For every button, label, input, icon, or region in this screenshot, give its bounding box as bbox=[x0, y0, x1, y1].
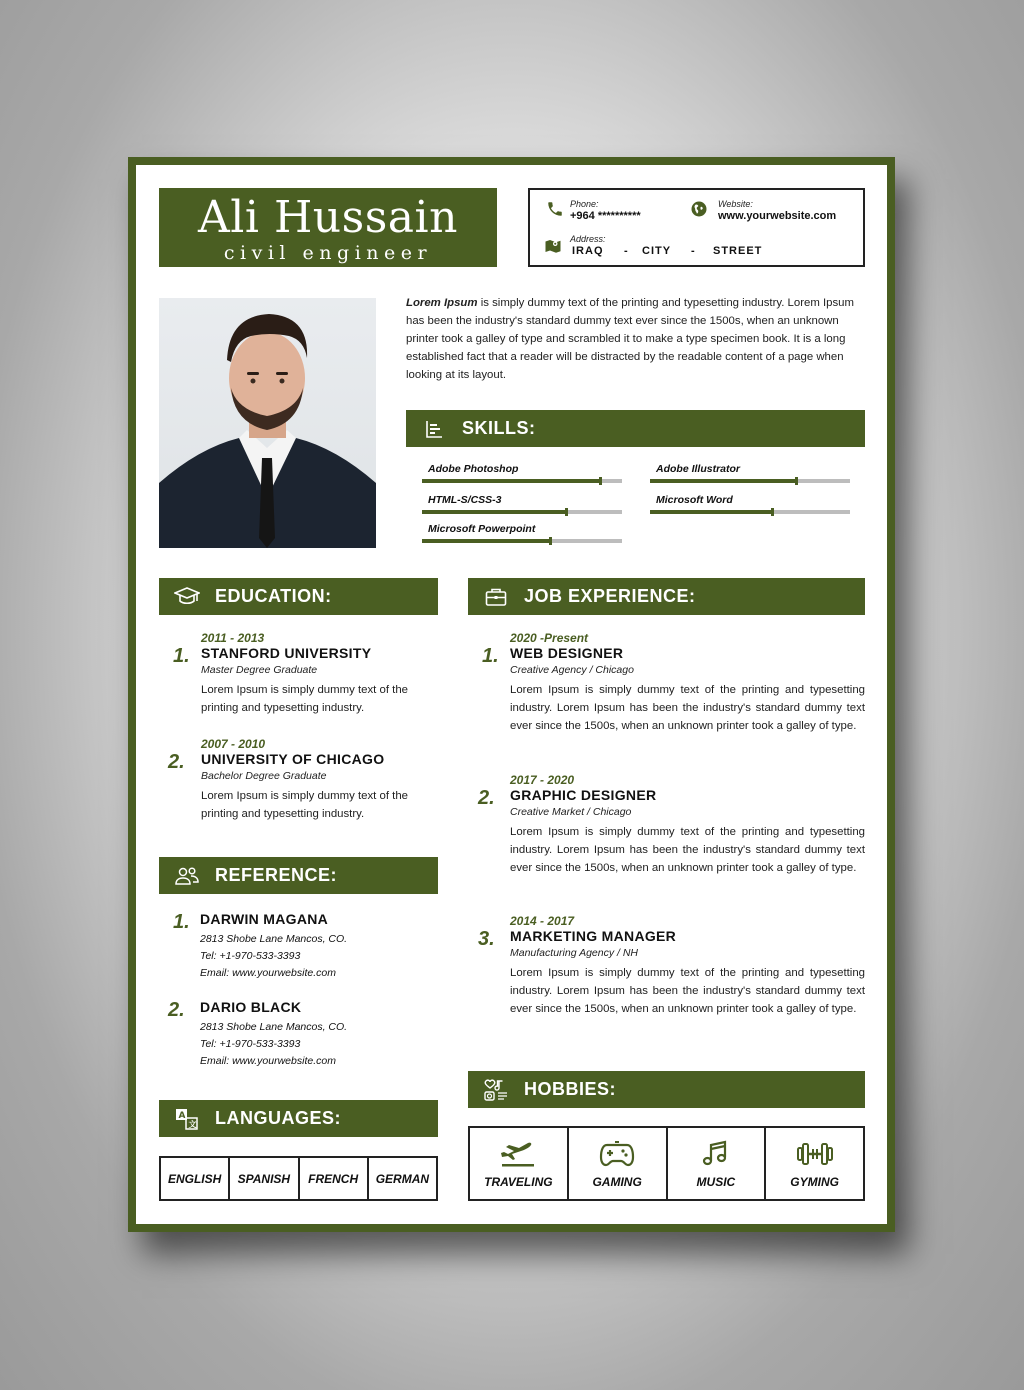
item-description: Lorem Ipsum is simply dummy text of the printing and typesetting industry. Lorem Ipsum has been the industry's standard dummy text ever since the 1500s, when an unknown printer took a galley of type. bbox=[510, 684, 865, 732]
contact-box bbox=[528, 188, 865, 267]
hobby-cell bbox=[668, 1128, 767, 1199]
item-period: 2020 -Present bbox=[510, 631, 589, 645]
hobby-label: TRAVELING bbox=[484, 1174, 553, 1189]
hobby-cell bbox=[766, 1128, 863, 1199]
hobbies-title: HOBBIES: bbox=[524, 1079, 617, 1099]
graduation-cap-icon bbox=[173, 586, 201, 608]
skill-fill bbox=[422, 479, 600, 483]
education-header bbox=[159, 578, 438, 615]
globe-icon bbox=[690, 200, 708, 218]
resume-page bbox=[136, 165, 887, 1224]
language-cell: FRENCH bbox=[300, 1158, 369, 1199]
item-description: Lorem Ipsum is simply dummy text of the printing and typesetting industry. Lorem Ipsum has been the industry's standard dummy text ever since the 1500s, when an unknown printer took a galley of type. bbox=[510, 826, 865, 874]
skill-item bbox=[650, 494, 850, 514]
skill-track bbox=[650, 510, 850, 514]
item-description: Lorem Ipsum is simply dummy text of the printing and typesetting industry. bbox=[201, 684, 408, 714]
skill-knob bbox=[795, 477, 798, 485]
item-subtitle: Bachelor Degree Graduate bbox=[201, 770, 327, 782]
reference-address: 2813 Shobe Lane Mancos, CO. bbox=[200, 933, 348, 945]
reference-email: Email: www.yourwebsite.com bbox=[200, 1055, 336, 1067]
skill-item bbox=[422, 523, 622, 543]
phone-value: +964 ********** bbox=[570, 210, 641, 222]
website-label: Website: bbox=[718, 199, 753, 209]
person-name: Ali Hussain bbox=[198, 192, 458, 243]
item-description: Lorem Ipsum is simply dummy text of the printing and typesetting industry. Lorem Ipsum has been the industry's standard dummy text ever since the 1500s, when an unknown printer took a galley of type. bbox=[510, 967, 865, 1015]
reference-tel: Tel: +1-970-533-3393 bbox=[200, 950, 301, 962]
hobby-cell bbox=[470, 1128, 569, 1199]
skill-fill bbox=[422, 539, 550, 543]
language-cell: GERMAN bbox=[375, 1171, 430, 1186]
map-icon bbox=[543, 237, 563, 255]
skill-label: HTML-S/CSS-3 bbox=[428, 494, 502, 506]
item-title: WEB DESIGNER bbox=[510, 645, 624, 661]
item-number: 2. bbox=[168, 751, 185, 773]
skill-fill bbox=[650, 510, 772, 514]
languages-title: LANGUAGES: bbox=[215, 1108, 341, 1128]
skill-track bbox=[422, 510, 622, 514]
svg-text:A: A bbox=[178, 1110, 186, 1121]
item-title: STANFORD UNIVERSITY bbox=[201, 645, 372, 661]
skill-item bbox=[422, 494, 622, 514]
about-paragraph bbox=[406, 294, 866, 384]
gamepad-icon bbox=[598, 1139, 636, 1169]
reference-title: REFERENCE: bbox=[215, 865, 338, 885]
hobbies-table bbox=[468, 1126, 865, 1201]
reference-header bbox=[159, 857, 438, 894]
portrait-illustration bbox=[159, 298, 376, 548]
skill-fill bbox=[422, 510, 566, 514]
item-period: 2014 - 2017 bbox=[510, 914, 575, 928]
experience-item bbox=[482, 631, 865, 735]
website-value: www.yourwebsite.com bbox=[718, 210, 837, 222]
dumbbell-icon bbox=[796, 1139, 834, 1169]
skill-label: Adobe Illustrator bbox=[656, 463, 741, 475]
languages-table bbox=[159, 1156, 438, 1201]
skill-fill bbox=[650, 479, 796, 483]
skill-knob bbox=[599, 477, 602, 485]
item-subtitle: Creative Agency / Chicago bbox=[510, 664, 634, 676]
people-icon bbox=[173, 865, 201, 887]
hobby-label: GAMING bbox=[592, 1174, 642, 1189]
item-subtitle: Master Degree Graduate bbox=[201, 664, 318, 676]
skill-track bbox=[422, 539, 622, 543]
about-lead: Lorem Ipsum bbox=[406, 297, 478, 309]
profile-photo bbox=[159, 298, 376, 548]
reference-item bbox=[173, 911, 438, 982]
hobby-cell bbox=[569, 1128, 668, 1199]
item-title: MARKETING MANAGER bbox=[510, 928, 677, 944]
skill-track bbox=[650, 479, 850, 483]
name-banner bbox=[159, 188, 497, 267]
education-item bbox=[173, 631, 438, 717]
svg-text:文: 文 bbox=[188, 1119, 197, 1129]
item-number: 2. bbox=[478, 787, 495, 809]
skill-label: Microsoft Word bbox=[656, 494, 733, 506]
briefcase-icon bbox=[482, 586, 510, 608]
reference-name: DARIO BLACK bbox=[200, 999, 302, 1015]
item-title: GRAPHIC DESIGNER bbox=[510, 787, 657, 803]
skill-item bbox=[422, 463, 622, 483]
languages-header bbox=[159, 1100, 438, 1137]
skills-header bbox=[406, 410, 865, 447]
phone-icon bbox=[546, 200, 564, 218]
experience-item bbox=[478, 914, 865, 1018]
language-cell: ENGLISH bbox=[161, 1158, 230, 1199]
address-country: IRAQ bbox=[572, 245, 604, 257]
item-number: 2. bbox=[168, 999, 185, 1021]
education-item bbox=[168, 737, 438, 823]
address-city: CITY bbox=[642, 245, 672, 257]
hobbies-header bbox=[468, 1071, 865, 1108]
skill-knob bbox=[549, 537, 552, 545]
airplane-icon bbox=[499, 1139, 537, 1169]
skill-label: Adobe Photoshop bbox=[428, 463, 519, 475]
item-number: 1. bbox=[173, 911, 190, 933]
experience-item bbox=[478, 773, 865, 877]
item-description: Lorem Ipsum is simply dummy text of the printing and typesetting industry. bbox=[201, 790, 408, 820]
address-sep-2: - bbox=[691, 245, 695, 257]
skills-icon bbox=[420, 418, 448, 440]
education-title: EDUCATION: bbox=[215, 586, 332, 606]
item-period: 2017 - 2020 bbox=[510, 773, 575, 787]
reference-name: DARWIN MAGANA bbox=[200, 911, 329, 927]
skill-item bbox=[650, 463, 850, 483]
experience-header bbox=[468, 578, 865, 615]
phone-label: Phone: bbox=[570, 199, 599, 209]
item-subtitle: Creative Market / Chicago bbox=[510, 806, 632, 818]
address-label: Address: bbox=[570, 234, 606, 244]
item-period: 2011 - 2013 bbox=[201, 631, 265, 645]
skills-title: SKILLS: bbox=[462, 418, 536, 438]
experience-title: JOB EXPERIENCE: bbox=[524, 586, 696, 606]
item-title: UNIVERSITY OF CHICAGO bbox=[201, 751, 385, 767]
item-number: 1. bbox=[482, 645, 499, 667]
skill-track bbox=[422, 479, 622, 483]
skill-label: Microsoft Powerpoint bbox=[428, 523, 536, 535]
item-number: 1. bbox=[173, 645, 190, 667]
item-number: 3. bbox=[478, 928, 495, 950]
about-text: is simply dummy text of the printing and typesetting industry. Lorem Ipsum has been the industry's standard dummy text ever since the 1500s, when an unknown printer took a galley of type and scrambled it to make a type specimen book. It is a long established fact that a reader will be distracted by the readable content of a page when looking at its layout. bbox=[406, 297, 855, 381]
resume-sheet bbox=[128, 157, 895, 1232]
reference-address: 2813 Shobe Lane Mancos, CO. bbox=[200, 1021, 348, 1033]
skill-knob bbox=[565, 508, 568, 516]
music-note-icon bbox=[697, 1139, 735, 1169]
reference-tel: Tel: +1-970-533-3393 bbox=[200, 1038, 301, 1050]
item-subtitle: Manufacturing Agency / NH bbox=[510, 947, 639, 959]
hobbies-icon bbox=[482, 1079, 510, 1101]
skill-knob bbox=[771, 508, 774, 516]
reference-item bbox=[168, 999, 438, 1070]
item-period: 2007 - 2010 bbox=[201, 737, 266, 751]
language-cell: SPANISH bbox=[230, 1158, 299, 1199]
address-sep-1: - bbox=[624, 245, 628, 257]
translate-icon bbox=[173, 1108, 201, 1130]
person-role: civil engineer bbox=[223, 242, 433, 264]
hobby-label: MUSIC bbox=[696, 1174, 736, 1189]
address-street: STREET bbox=[713, 245, 763, 257]
hobby-label: GYMING bbox=[790, 1174, 839, 1189]
reference-email: Email: www.yourwebsite.com bbox=[200, 967, 336, 979]
